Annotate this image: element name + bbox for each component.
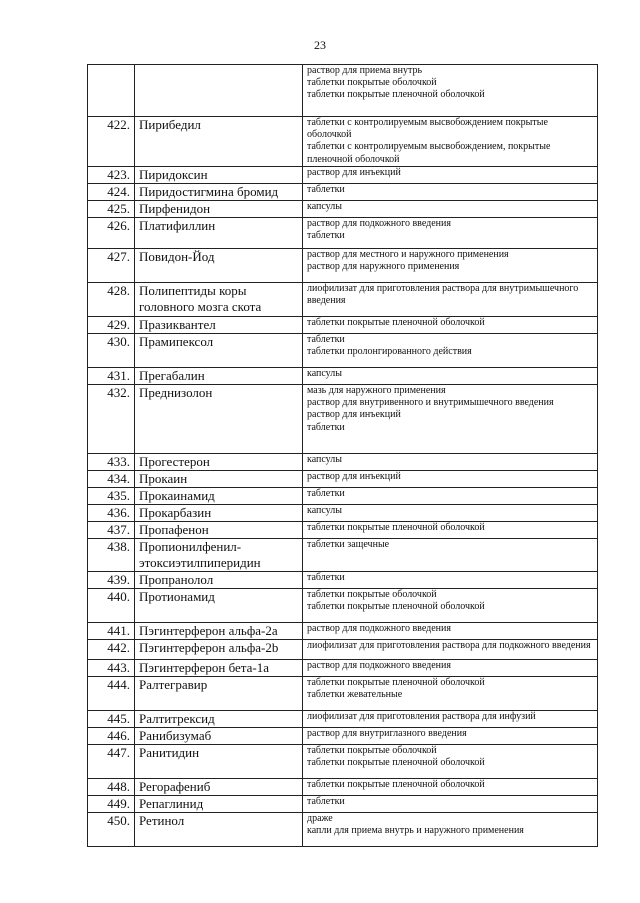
table-row bbox=[88, 660, 598, 677]
dosage-form-line: раствор для наружного применения bbox=[307, 261, 460, 273]
drug-name: Пэгинтерферон альфа-2а bbox=[135, 623, 303, 640]
drug-name: Пиридоксин bbox=[135, 167, 303, 184]
dosage-forms bbox=[303, 317, 598, 334]
row-number: 439. bbox=[88, 572, 135, 589]
dosage-form-line: таблетки покрытые пленочной оболочкой bbox=[307, 601, 485, 613]
table-row bbox=[88, 640, 598, 660]
row-number: 432. bbox=[88, 385, 135, 454]
dosage-forms bbox=[303, 249, 598, 283]
table-row bbox=[88, 218, 598, 249]
table-row bbox=[88, 488, 598, 505]
row-number: 429. bbox=[88, 317, 135, 334]
dosage-form-line: таблетки bbox=[307, 421, 345, 433]
dosage-form-line: таблетки покрытые оболочкой bbox=[307, 77, 437, 89]
drug-name: Ранибизумаб bbox=[135, 728, 303, 745]
dosage-form-line: драже bbox=[307, 813, 333, 824]
drug-name: Репаглинид bbox=[135, 796, 303, 813]
drug-name: Пиридостигмина бромид bbox=[135, 184, 303, 201]
dosage-forms bbox=[303, 522, 598, 539]
dosage-forms bbox=[303, 623, 598, 640]
drug-name: Прокаин bbox=[135, 471, 303, 488]
table-row bbox=[88, 589, 598, 623]
drug-name bbox=[135, 65, 303, 117]
table-row bbox=[88, 796, 598, 813]
drug-name: Ранитидин bbox=[135, 745, 303, 779]
dosage-form-line: раствор для инъекций bbox=[307, 471, 401, 482]
dosage-form-line: капли для приема внутрь и наружного применения bbox=[307, 825, 524, 837]
dosage-form-line: таблетки покрытые оболочкой bbox=[307, 745, 437, 756]
dosage-form-line: таблетки покрытые оболочкой bbox=[307, 589, 437, 600]
row-number: 450. bbox=[88, 813, 135, 847]
dosage-forms bbox=[303, 640, 598, 660]
dosage-forms bbox=[303, 745, 598, 779]
row-number: 443. bbox=[88, 660, 135, 677]
drug-name: Пэгинтерферон бета-1а bbox=[135, 660, 303, 677]
row-number: 438. bbox=[88, 539, 135, 572]
drug-name: Платифиллин bbox=[135, 218, 303, 249]
dosage-forms bbox=[303, 728, 598, 745]
table-row bbox=[88, 745, 598, 779]
row-number: 447. bbox=[88, 745, 135, 779]
drug-name: Полипептиды коры головного мозга скота bbox=[135, 283, 303, 317]
table-row bbox=[88, 623, 598, 640]
dosage-form-line: таблетки покрытые пленочной оболочкой bbox=[307, 317, 485, 328]
table-row bbox=[88, 201, 598, 218]
dosage-forms bbox=[303, 65, 598, 117]
dosage-form-line: таблетки bbox=[307, 572, 345, 583]
dosage-form-line: раствор для внутривенного и внутримышечного введения bbox=[307, 397, 554, 409]
row-number: 426. bbox=[88, 218, 135, 249]
dosage-form-line: раствор для подкожного введения bbox=[307, 218, 451, 229]
dosage-form-line: раствор для местного и наружного применения bbox=[307, 249, 509, 260]
drug-name: Пропионилфенил-этоксиэтилпиперидин bbox=[135, 539, 303, 572]
dosage-forms bbox=[303, 167, 598, 184]
dosage-forms bbox=[303, 711, 598, 728]
table-row bbox=[88, 167, 598, 184]
dosage-form-line: таблетки покрытые пленочной оболочкой bbox=[307, 779, 485, 790]
table-row bbox=[88, 454, 598, 471]
drug-name: Прегабалин bbox=[135, 368, 303, 385]
table-row bbox=[88, 283, 598, 317]
dosage-forms bbox=[303, 660, 598, 677]
dosage-forms bbox=[303, 677, 598, 711]
table-row bbox=[88, 539, 598, 572]
row-number: 435. bbox=[88, 488, 135, 505]
dosage-forms bbox=[303, 117, 598, 167]
drug-name: Ретинол bbox=[135, 813, 303, 847]
page-number: 23 bbox=[314, 38, 326, 52]
dosage-forms bbox=[303, 454, 598, 471]
dosage-form-line: раствор для подкожного введения bbox=[307, 660, 451, 671]
dosage-form-line: капсулы bbox=[307, 368, 342, 379]
row-number: 434. bbox=[88, 471, 135, 488]
table-row bbox=[88, 317, 598, 334]
table-row bbox=[88, 385, 598, 454]
table-row bbox=[88, 505, 598, 522]
row-number: 422. bbox=[88, 117, 135, 167]
row-number: 449. bbox=[88, 796, 135, 813]
row-number: 428. bbox=[88, 283, 135, 317]
dosage-forms bbox=[303, 471, 598, 488]
row-number: 430. bbox=[88, 334, 135, 368]
row-number: 431. bbox=[88, 368, 135, 385]
drug-name: Пропафенон bbox=[135, 522, 303, 539]
dosage-forms bbox=[303, 539, 598, 572]
dosage-form-line: таблетки с контролируемым высвобождением, покрытые пленочной оболочкой bbox=[307, 141, 551, 165]
drug-table-body bbox=[88, 65, 598, 847]
table-row bbox=[88, 65, 598, 117]
dosage-forms bbox=[303, 201, 598, 218]
dosage-forms bbox=[303, 488, 598, 505]
table-row bbox=[88, 711, 598, 728]
dosage-form-line: таблетки покрытые пленочной оболочкой bbox=[307, 522, 485, 533]
dosage-forms bbox=[303, 813, 598, 847]
dosage-forms bbox=[303, 385, 598, 454]
row-number: 424. bbox=[88, 184, 135, 201]
table-row bbox=[88, 813, 598, 847]
drug-name: Пэгинтерферон альфа-2b bbox=[135, 640, 303, 660]
drug-name: Прокаинамид bbox=[135, 488, 303, 505]
row-number: 440. bbox=[88, 589, 135, 623]
dosage-form-line: таблетки bbox=[307, 796, 345, 807]
row-number: 441. bbox=[88, 623, 135, 640]
dosage-forms bbox=[303, 218, 598, 249]
table-row bbox=[88, 728, 598, 745]
row-number: 436. bbox=[88, 505, 135, 522]
drug-name: Прогестерон bbox=[135, 454, 303, 471]
dosage-form-line: капсулы bbox=[307, 201, 342, 212]
dosage-form-line: раствор для инъекций bbox=[307, 167, 401, 178]
drug-name: Пропранолол bbox=[135, 572, 303, 589]
table-row bbox=[88, 334, 598, 368]
drug-name: Преднизолон bbox=[135, 385, 303, 454]
dosage-form-line: таблетки покрытые пленочной оболочкой bbox=[307, 677, 485, 688]
dosage-form-line: лиофилизат для приготовления раствора для внутримышечного введения bbox=[307, 283, 579, 307]
dosage-form-line: капсулы bbox=[307, 505, 342, 516]
dosage-form-line: раствор для подкожного введения bbox=[307, 623, 451, 634]
table-row bbox=[88, 677, 598, 711]
row-number: 425. bbox=[88, 201, 135, 218]
drug-name: Ралтитрексид bbox=[135, 711, 303, 728]
drug-name: Прамипексол bbox=[135, 334, 303, 368]
row-number: 423. bbox=[88, 167, 135, 184]
dosage-form-line: мазь для наружного применения bbox=[307, 385, 446, 396]
drug-name: Протионамид bbox=[135, 589, 303, 623]
row-number: 444. bbox=[88, 677, 135, 711]
drug-table bbox=[87, 64, 598, 847]
table-row bbox=[88, 572, 598, 589]
dosage-form-line: раствор для приема внутрь bbox=[307, 65, 423, 76]
dosage-form-line: таблетки защечные bbox=[307, 539, 390, 550]
dosage-forms bbox=[303, 572, 598, 589]
dosage-forms bbox=[303, 368, 598, 385]
table-row bbox=[88, 471, 598, 488]
dosage-form-line: таблетки с контролируемым высвобождением покрытые оболочкой bbox=[307, 117, 548, 141]
dosage-form-line: таблетки пролонгированного действия bbox=[307, 346, 472, 358]
drug-name: Прокарбазин bbox=[135, 505, 303, 522]
table-row bbox=[88, 368, 598, 385]
drug-name: Регорафениб bbox=[135, 779, 303, 796]
dosage-form-line: лиофилизат для приготовления раствора для подкожного введения bbox=[307, 640, 591, 651]
row-number: 446. bbox=[88, 728, 135, 745]
dosage-forms bbox=[303, 334, 598, 368]
dosage-form-line: таблетки bbox=[307, 488, 345, 499]
row-number: 442. bbox=[88, 640, 135, 660]
dosage-form-line: таблетки покрытые пленочной оболочкой bbox=[307, 757, 485, 769]
row-number bbox=[88, 65, 135, 117]
dosage-forms bbox=[303, 779, 598, 796]
dosage-forms bbox=[303, 283, 598, 317]
drug-name: Празиквантел bbox=[135, 317, 303, 334]
dosage-form-line: таблетки bbox=[307, 334, 345, 345]
dosage-forms bbox=[303, 589, 598, 623]
dosage-form-line: капсулы bbox=[307, 454, 342, 465]
table-row bbox=[88, 522, 598, 539]
drug-name: Пирфенидон bbox=[135, 201, 303, 218]
table-row bbox=[88, 117, 598, 167]
dosage-form-line: таблетки покрытые пленочной оболочкой bbox=[307, 89, 485, 101]
row-number: 433. bbox=[88, 454, 135, 471]
row-number: 427. bbox=[88, 249, 135, 283]
table-row bbox=[88, 184, 598, 201]
drug-name: Повидон-Йод bbox=[135, 249, 303, 283]
dosage-form-line: таблетки жевательные bbox=[307, 689, 403, 701]
dosage-form-line: таблетки bbox=[307, 184, 345, 195]
row-number: 437. bbox=[88, 522, 135, 539]
table-row bbox=[88, 779, 598, 796]
drug-name: Пирибедил bbox=[135, 117, 303, 167]
dosage-forms bbox=[303, 184, 598, 201]
row-number: 445. bbox=[88, 711, 135, 728]
table-row bbox=[88, 249, 598, 283]
drug-name: Ралтегравир bbox=[135, 677, 303, 711]
dosage-form-line: таблетки bbox=[307, 230, 345, 242]
row-number: 448. bbox=[88, 779, 135, 796]
dosage-forms bbox=[303, 796, 598, 813]
dosage-form-line: лиофилизат для приготовления раствора для инфузий bbox=[307, 711, 536, 722]
dosage-form-line: раствор для внутриглазного введения bbox=[307, 728, 467, 739]
dosage-forms bbox=[303, 505, 598, 522]
dosage-form-line: раствор для инъекций bbox=[307, 409, 401, 421]
